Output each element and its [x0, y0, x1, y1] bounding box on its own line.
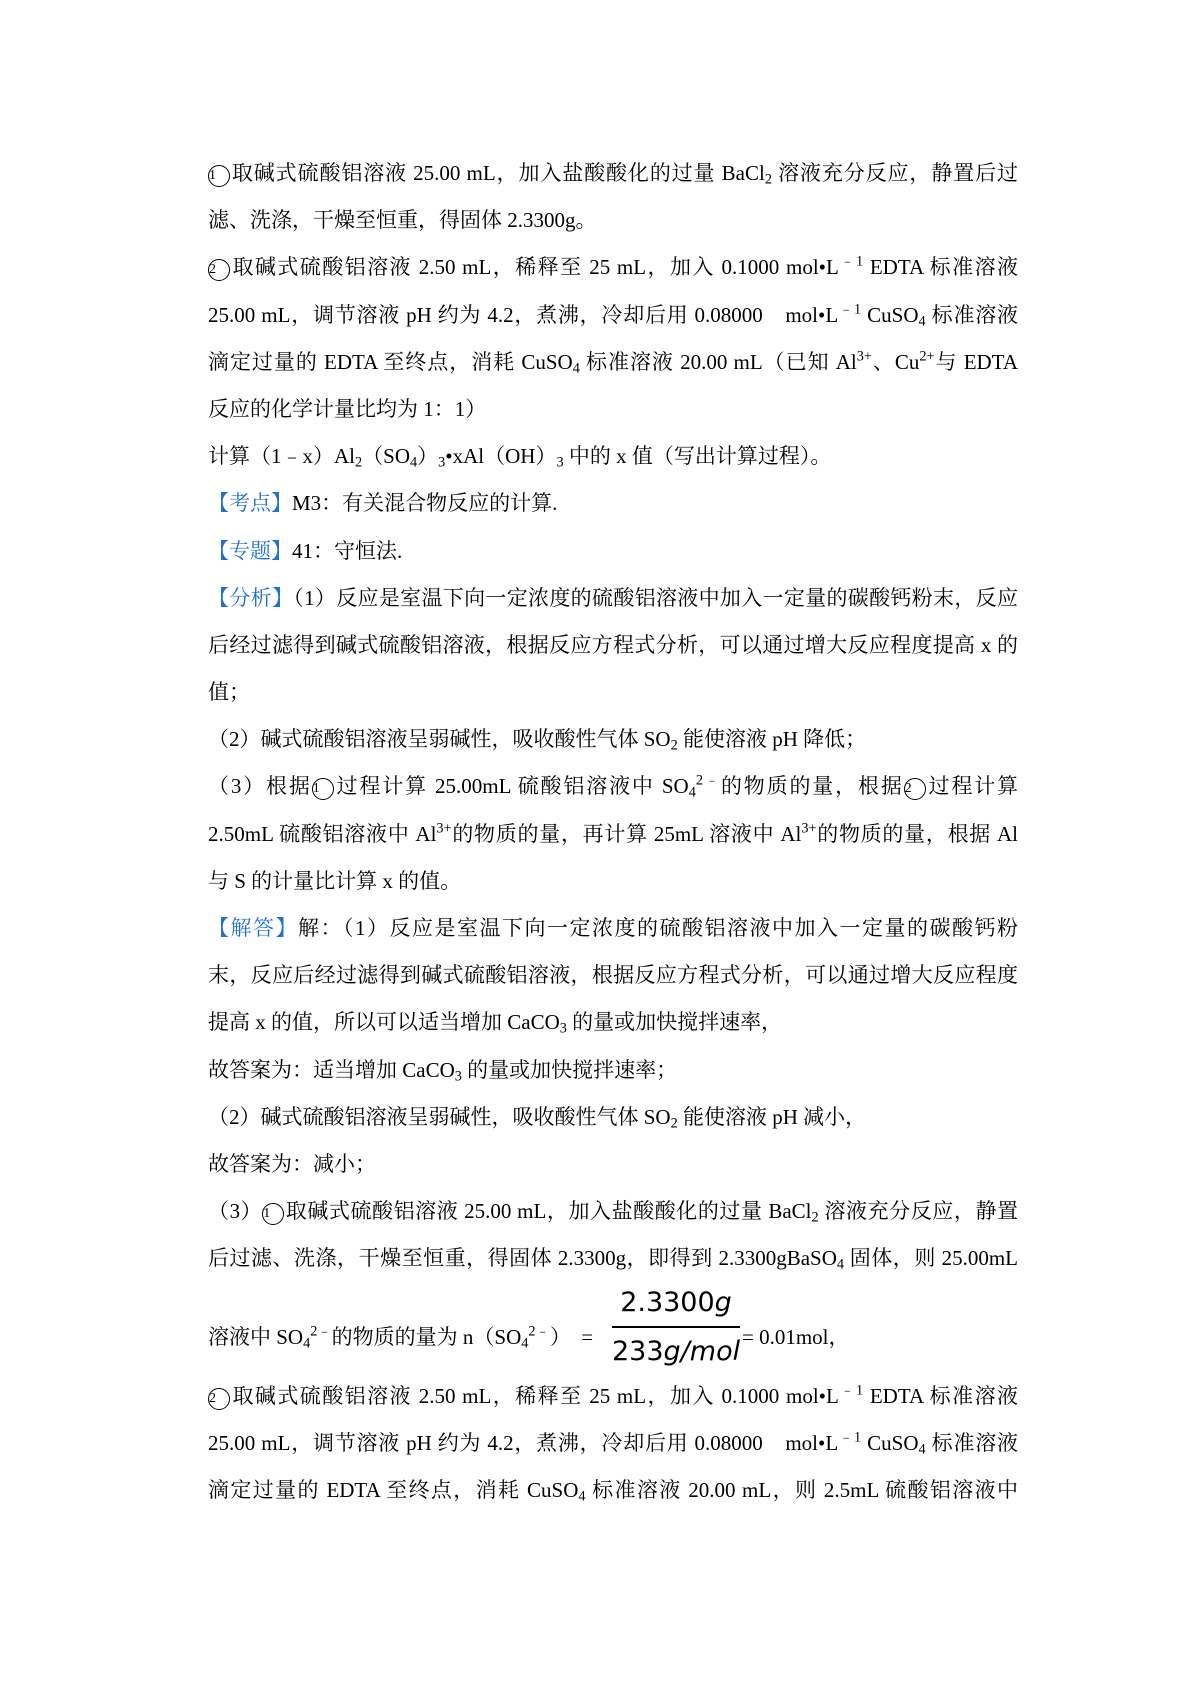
- subscript: 2: [764, 171, 772, 188]
- text-line: [208, 292, 1018, 339]
- text: 溶液充分反应，静置后过: [771, 161, 1018, 185]
- text: （3）根据: [208, 774, 312, 799]
- subscript: 2: [355, 454, 363, 471]
- text-line: [208, 952, 1018, 999]
- subscript: 4: [572, 360, 580, 377]
- text-line: [208, 716, 1018, 763]
- text: •xAl（OH）: [445, 444, 557, 469]
- text: 取碱式硫酸铝溶液 2.50 mL，稀释至 25 mL，加入 0.1000 mol•L: [231, 255, 839, 280]
- text-line: [208, 1141, 1018, 1188]
- text: CuSO: [861, 1430, 919, 1455]
- text: 取碱式硫酸铝溶液 2.50 mL，稀释至 25 mL，加入 0.1000 mol•L: [231, 1383, 839, 1408]
- text-line: [208, 150, 1018, 197]
- fraction-denominator: [612, 1332, 740, 1372]
- section-tag: 【分析】: [208, 585, 294, 610]
- subscript: 4: [918, 1441, 926, 1458]
- text: EDTA 标准溶液: [863, 1383, 1019, 1408]
- superscript: ﹣1: [838, 1381, 864, 1398]
- subscript: 4: [578, 1488, 586, 1505]
- text-line: [208, 197, 1018, 244]
- superscript: ﹣1: [838, 301, 862, 317]
- text-line: [208, 244, 1018, 291]
- text: 过程计算 25.00mL 硫酸铝溶液中 SO: [334, 774, 689, 799]
- subscript: 4: [303, 1335, 311, 1352]
- text: 233: [612, 1335, 664, 1367]
- text: 与 EDTA: [934, 349, 1018, 374]
- text: 滤、洗涤，干燥至恒重，得固体 2.3300g。: [208, 208, 597, 233]
- text: 溶液中 SO: [208, 1324, 304, 1349]
- superscript: 2﹣: [695, 772, 721, 789]
- text: 标准溶液: [925, 302, 1018, 327]
- text: 标准溶液 20.00 mL，则 2.5mL 硫酸铝溶液中: [585, 1477, 1018, 1502]
- zhuanti-line: [208, 528, 1018, 575]
- text: 的量或加快搅拌速率，: [566, 1010, 783, 1035]
- formula-line: [208, 1283, 1018, 1373]
- text-line: [208, 763, 1018, 810]
- text: 的物质的量，再计算 25mL 溶液中 Al: [451, 821, 802, 846]
- text: 与 S 的计量比计算 x 的值。: [208, 868, 462, 893]
- circled-number: 2: [904, 778, 926, 800]
- text: 标准溶液: [925, 1430, 1018, 1455]
- text: 溶液充分反应，静置: [818, 1199, 1019, 1224]
- text-line: [208, 575, 1018, 622]
- subscript: 2: [670, 1115, 678, 1132]
- text: M3：有关混合物反应的计算.: [292, 491, 558, 516]
- superscript: 2﹣: [528, 1322, 550, 1339]
- text: 41：守恒法.: [292, 538, 403, 563]
- circled-number: 1: [262, 1203, 284, 1225]
- text-line: [208, 999, 1018, 1046]
- text: 、Cu: [871, 349, 920, 374]
- subscript: 3: [556, 454, 564, 471]
- fraction-bar: [612, 1326, 740, 1328]
- formula-result: = 0.01mol，: [742, 1324, 850, 1349]
- text-line: [208, 1420, 1018, 1467]
- subscript: 3: [559, 1020, 567, 1037]
- text: 解：（1）反应是室温下向一定浓度的硫酸铝溶液中加入一定量的碳酸钙粉: [298, 916, 1018, 940]
- text: （1）反应是室温下向一定浓度的硫酸铝溶液中加入一定量的碳酸钙粉末，反应: [293, 585, 1018, 610]
- fraction-numerator: [612, 1283, 740, 1323]
- text-line: [208, 1188, 1018, 1235]
- text: （2）碱式硫酸铝溶液呈弱碱性，吸收酸性气体 SO: [208, 1104, 671, 1129]
- text: （2）碱式硫酸铝溶液呈弱碱性，吸收酸性气体 SO: [208, 727, 671, 752]
- text: 的物质的量为 n（SO: [331, 1324, 522, 1349]
- circled-number: 2: [208, 1388, 230, 1410]
- text: 能使溶液 pH 降低；: [677, 727, 867, 752]
- text: 取碱式硫酸铝溶液 25.00 mL，加入盐酸酸化的过量 BaCl: [285, 1199, 812, 1224]
- subscript: 4: [836, 1256, 845, 1273]
- text-line: [208, 622, 1018, 669]
- text-line: [208, 811, 1018, 858]
- text: CuSO: [861, 302, 919, 327]
- text-line: [208, 1047, 1018, 1094]
- text: 反应的化学计量比均为 1：1）: [208, 396, 487, 421]
- text: 固体，则 25.00mL: [844, 1246, 1018, 1271]
- subscript: 3: [438, 454, 446, 471]
- text: EDTA 标准溶液: [863, 255, 1019, 280]
- section-tag: 【专题】: [208, 538, 292, 563]
- unit: g: [714, 1286, 732, 1318]
- text: 25.00 mL，调节溶液 pH 约为 4.2，煮沸，冷却后用 0.08000 mol•L: [208, 302, 839, 327]
- text: 25.00 mL，调节溶液 pH 约为 4.2，煮沸，冷却后用 0.08000 mol•L: [208, 1430, 839, 1455]
- text: （SO: [362, 444, 410, 469]
- subscript: 2: [670, 737, 678, 754]
- section-tag: 【解答】: [208, 916, 298, 940]
- text: 2.50mL 硫酸铝溶液中 Al: [208, 821, 437, 846]
- text-line: [208, 1467, 1018, 1514]
- text: 计算（1﹣x）Al: [208, 444, 355, 469]
- fraction: [612, 1283, 740, 1372]
- text: 的物质的量，根据 Al: [816, 821, 1018, 846]
- subscript: 4: [918, 313, 926, 330]
- text: 2.3300: [620, 1286, 715, 1318]
- kaodian-line: [208, 480, 1018, 527]
- superscript: 2﹣: [310, 1322, 332, 1339]
- document-body: [208, 150, 1018, 1514]
- text: ）: [417, 444, 439, 469]
- text: 标准溶液 20.00 mL（已知 Al: [579, 349, 857, 374]
- text: 提高 x 的值，所以可以适当增加 CaCO: [208, 1010, 560, 1035]
- subscript: 4: [521, 1335, 529, 1352]
- section-tag: 【考点】: [208, 491, 292, 516]
- text: ） =: [549, 1324, 594, 1349]
- text: 能使溶液 pH 减小，: [677, 1104, 867, 1129]
- text: 取碱式硫酸铝溶液 25.00 mL，加入盐酸酸化的过量 BaCl: [231, 161, 765, 185]
- superscript: ﹣1: [838, 253, 864, 270]
- text: 的量或加快搅拌速率；: [461, 1057, 678, 1082]
- text-line: [208, 905, 1018, 952]
- text-line: [208, 386, 1018, 433]
- text-line: [208, 858, 1018, 905]
- circled-number: 2: [208, 259, 230, 281]
- text: 后过滤、洗涤，干燥至恒重，得固体 2.3300g，即得到 2.3300gBaSO: [208, 1246, 837, 1271]
- unit: g/mol: [663, 1335, 741, 1367]
- text: 故答案为：适当增加 CaCO: [208, 1057, 455, 1082]
- text-line: [208, 433, 1018, 480]
- text-line: [208, 1235, 1018, 1282]
- text: 过程计算: [926, 774, 1019, 799]
- text: 中的 x 值（写出计算过程）。: [563, 444, 832, 469]
- text: 值；: [208, 680, 250, 705]
- subscript: 4: [410, 454, 418, 471]
- subscript: 3: [454, 1068, 462, 1085]
- text-line: [208, 1094, 1018, 1141]
- text: 滴定过量的 EDTA 至终点，消耗 CuSO: [208, 349, 573, 374]
- subscript: 2: [811, 1209, 819, 1226]
- text-line: [208, 669, 1018, 716]
- text: 滴定过量的 EDTA 至终点，消耗 CuSO: [208, 1477, 579, 1502]
- text: （3）: [208, 1199, 263, 1224]
- text: 的物质的量，根据: [720, 774, 904, 799]
- text: 后经过滤得到碱式硫酸铝溶液，根据反应方程式分析，可以通过增大反应程度提高 x 的: [208, 632, 1018, 657]
- superscript: ﹣1: [838, 1429, 862, 1446]
- superscript: 3+: [436, 820, 452, 837]
- text: 末，反应后经过滤得到碱式硫酸铝溶液，根据反应方程式分析，可以通过增大反应程度: [208, 963, 1018, 988]
- text-line: [208, 1373, 1018, 1420]
- subscript: 4: [688, 785, 696, 801]
- circled-number: 1: [312, 778, 334, 800]
- superscript: 3+: [856, 348, 872, 365]
- superscript: 3+: [801, 820, 817, 837]
- circled-number: 1: [208, 165, 230, 187]
- superscript: 2+: [919, 348, 935, 365]
- text: 故答案为：减小；: [208, 1151, 376, 1176]
- text-line: [208, 339, 1018, 386]
- formula-prefix: [208, 1321, 593, 1351]
